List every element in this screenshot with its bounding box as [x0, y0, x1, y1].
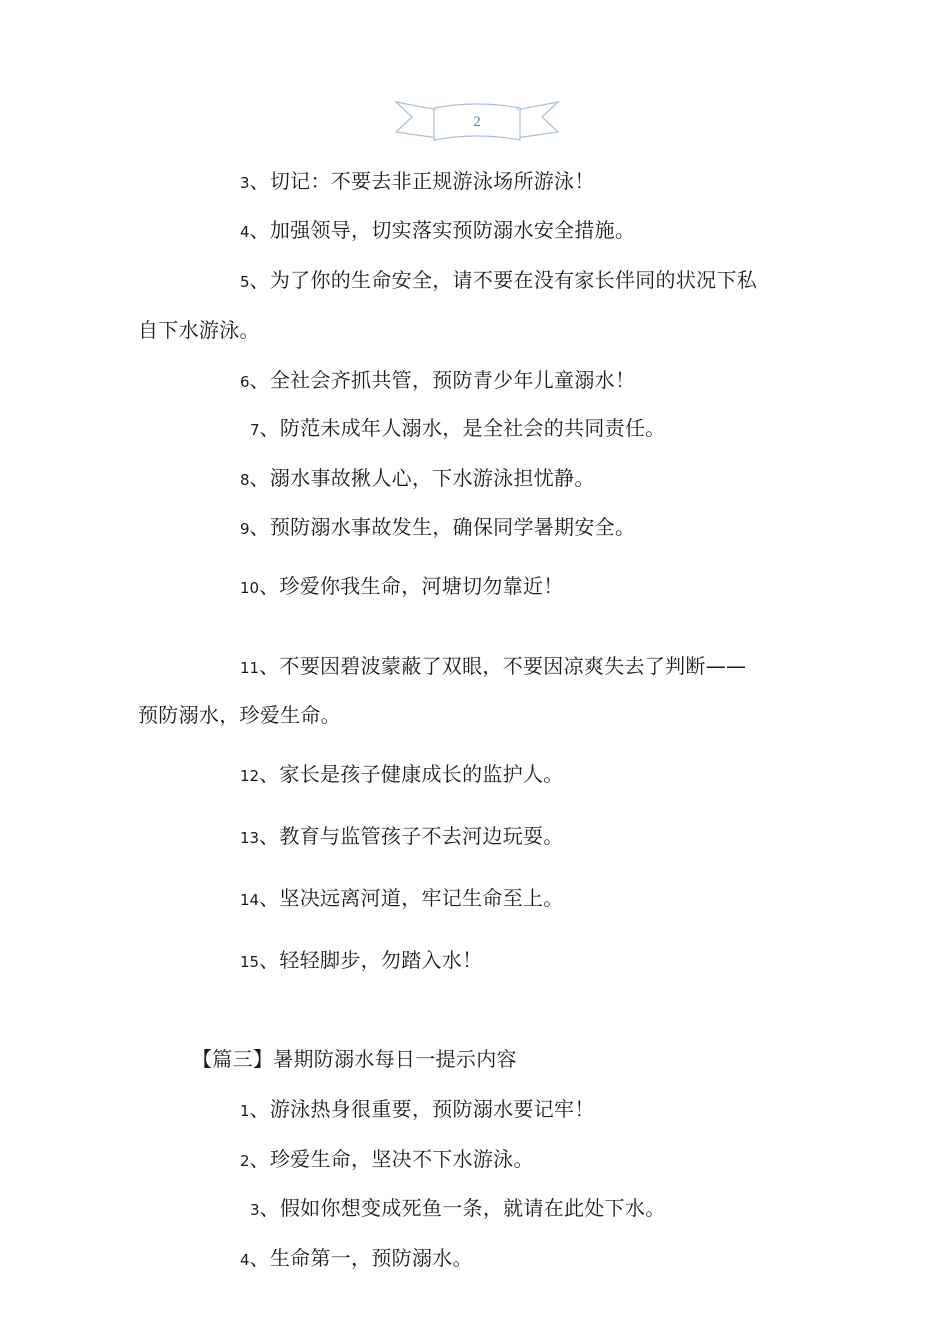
- item-number: 11: [240, 659, 260, 677]
- item-number: 15: [240, 953, 260, 971]
- list-item: [240, 761, 564, 789]
- item-text: 、预防溺水事故发生，确保同学暑期安全。: [249, 515, 636, 539]
- list-item: [240, 168, 595, 196]
- list-item: [240, 514, 635, 542]
- list-item: [240, 573, 564, 601]
- item-number: 4: [240, 223, 250, 241]
- item-number: 8: [240, 471, 250, 489]
- item-number: 1: [240, 1102, 250, 1120]
- item-text: 、教育与监管孩子不去河边玩耍。: [259, 824, 564, 848]
- item-text: 、生命第一，预防溺水。: [249, 1246, 473, 1270]
- list-item: [250, 415, 666, 443]
- item-text: 、游泳热身很重要，预防溺水要记牢！: [249, 1097, 595, 1121]
- item-number: 4: [240, 1251, 250, 1269]
- item-text: 、切记：不要去非正规游泳场所游泳！: [249, 169, 595, 193]
- list-item-continuation: [138, 317, 260, 345]
- item-text: 、为了你的生命安全，请不要在没有家长伴同的状况下私: [249, 268, 758, 292]
- item-text: 、坚决远离河道，牢记生命至上。: [259, 886, 564, 910]
- page-number: 2: [473, 114, 481, 130]
- item-text: 预防溺水，珍爱生命。: [138, 703, 341, 727]
- item-number: 5: [240, 273, 250, 291]
- item-number: 14: [240, 891, 260, 909]
- item-number: 10: [240, 579, 260, 597]
- item-number: 7: [250, 421, 260, 439]
- item-text: 、珍爱生命，坚决不下水游泳。: [249, 1147, 534, 1171]
- item-text: 、防范未成年人溺水，是全社会的共同责任。: [259, 416, 666, 440]
- list-item: [240, 947, 482, 975]
- item-text: 、家长是孩子健康成长的监护人。: [259, 762, 564, 786]
- list-item: [240, 465, 595, 493]
- item-text: 、全社会齐抓共管，预防青少年儿童溺水！: [249, 368, 636, 392]
- list-item: [240, 367, 635, 395]
- item-number: 12: [240, 767, 260, 785]
- item-text: 、轻轻脚步，勿踏入水！: [259, 948, 483, 972]
- list-item: [240, 267, 757, 295]
- list-item: [240, 217, 635, 245]
- section-list-item: [240, 1096, 595, 1124]
- item-number: 9: [240, 520, 250, 538]
- item-number: 3: [240, 174, 250, 192]
- section-list-item: [250, 1195, 666, 1223]
- list-item-continuation: [138, 702, 341, 730]
- item-number: 6: [240, 373, 250, 391]
- section-list-item: [240, 1245, 473, 1273]
- item-number: 3: [250, 1201, 260, 1219]
- item-text: 、珍爱你我生命，河塘切勿靠近！: [259, 574, 564, 598]
- item-text: 、溺水事故揪人心，下水游泳担忧静。: [249, 466, 595, 490]
- item-number: 2: [240, 1152, 250, 1170]
- section-list-item: [240, 1146, 534, 1174]
- section-heading: 【篇三】暑期防溺水每日一提示内容: [192, 1047, 517, 1071]
- item-text: 自下水游泳。: [138, 318, 260, 342]
- list-item: [240, 823, 564, 851]
- item-number: 13: [240, 829, 260, 847]
- item-text: 、不要因碧波蒙蔽了双眼，不要因凉爽失去了判断——: [259, 654, 747, 678]
- list-item: [240, 885, 564, 913]
- item-text: 、假如你想变成死鱼一条，就请在此处下水。: [259, 1196, 666, 1220]
- item-text: 、加强领导，切实落实预防溺水安全措施。: [249, 218, 636, 242]
- list-item: [240, 653, 746, 681]
